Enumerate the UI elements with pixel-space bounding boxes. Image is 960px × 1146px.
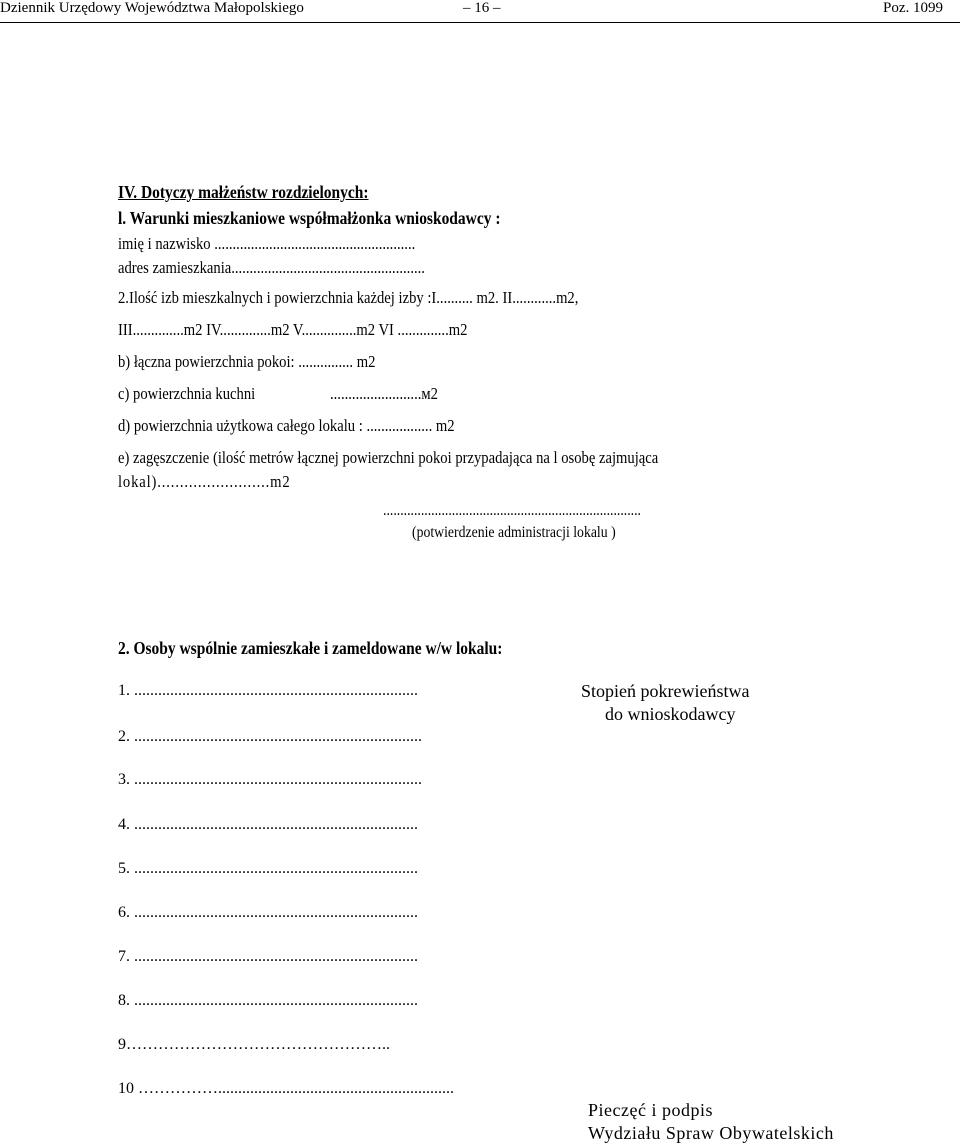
density-field-line2: lokal).........................m2 bbox=[118, 472, 291, 491]
residents-title: 2. Osoby wspólnie zamieszkałe i zameldowane w/w lokalu: bbox=[118, 638, 503, 658]
section-title: IV. Dotyczy małżeństw rozdzielonych: bbox=[118, 182, 369, 202]
resident-row-9: 9………………………………………….. bbox=[118, 1036, 390, 1053]
stamp-label-line2: Wydziału Spraw Obywatelskich bbox=[588, 1123, 834, 1143]
header-divider bbox=[0, 22, 960, 23]
rooms-field-line2: III..............m2 IV..............m2 V...............m2 VI ..............m2 bbox=[118, 320, 468, 339]
section-subtitle: l. Warunki mieszkaniowe współmałżonka wnioskodawcy : bbox=[118, 208, 501, 228]
kitchen-area-label: c) powierzchnia kuchni bbox=[118, 384, 256, 403]
header-position-number: Poz. 1099 bbox=[883, 0, 943, 16]
resident-row-4: 4. ....................................................................... bbox=[118, 816, 418, 833]
header-page-number: – 16 – bbox=[463, 0, 501, 16]
confirmation-label: (potwierdzenie administracji lokalu ) bbox=[412, 524, 616, 541]
header-journal-title: Dziennik Urzędowy Województwa Małopolskiego bbox=[0, 0, 304, 16]
name-field: imię i nazwisko ....................................................... bbox=[118, 234, 416, 253]
relation-label-line2: do wnioskodawcy bbox=[605, 704, 736, 724]
resident-row-10: 10 ……………........................................................... bbox=[118, 1080, 454, 1097]
resident-row-1: 1. ....................................................................... bbox=[118, 682, 418, 699]
rooms-field-line1: 2.Ilość izb mieszkalnych i powierzchnia każdej izby :I.......... m2. II............m2, bbox=[118, 288, 579, 307]
stamp-label-line1: Pieczęć i podpis bbox=[588, 1100, 713, 1120]
relation-label-line1: Stopień pokrewieństwa bbox=[581, 681, 750, 701]
resident-row-2: 2. ........................................................................ bbox=[118, 728, 422, 745]
usable-area-field: d) powierzchnia użytkowa całego lokalu : .................. m2 bbox=[118, 416, 455, 435]
resident-row-7: 7. ....................................................................... bbox=[118, 948, 418, 965]
density-field-line1: e) zagęszczenie (ilość metrów łącznej powierzchni pokoi przypadająca na l osobę zajmująca bbox=[118, 448, 659, 467]
resident-row-6: 6. ....................................................................... bbox=[118, 904, 418, 921]
resident-row-5: 5. ....................................................................... bbox=[118, 860, 418, 877]
rooms-total-area-field: b) łączna powierzchnia pokoi: ............... m2 bbox=[118, 352, 376, 371]
resident-row-3: 3. ........................................................................ bbox=[118, 771, 422, 788]
address-field: adres zamieszkania..................................................... bbox=[118, 258, 425, 277]
kitchen-area-field: .........................м2 bbox=[330, 384, 438, 403]
confirmation-signature-line: ........................................................................... bbox=[383, 502, 641, 519]
resident-row-8: 8. ....................................................................... bbox=[118, 992, 418, 1009]
